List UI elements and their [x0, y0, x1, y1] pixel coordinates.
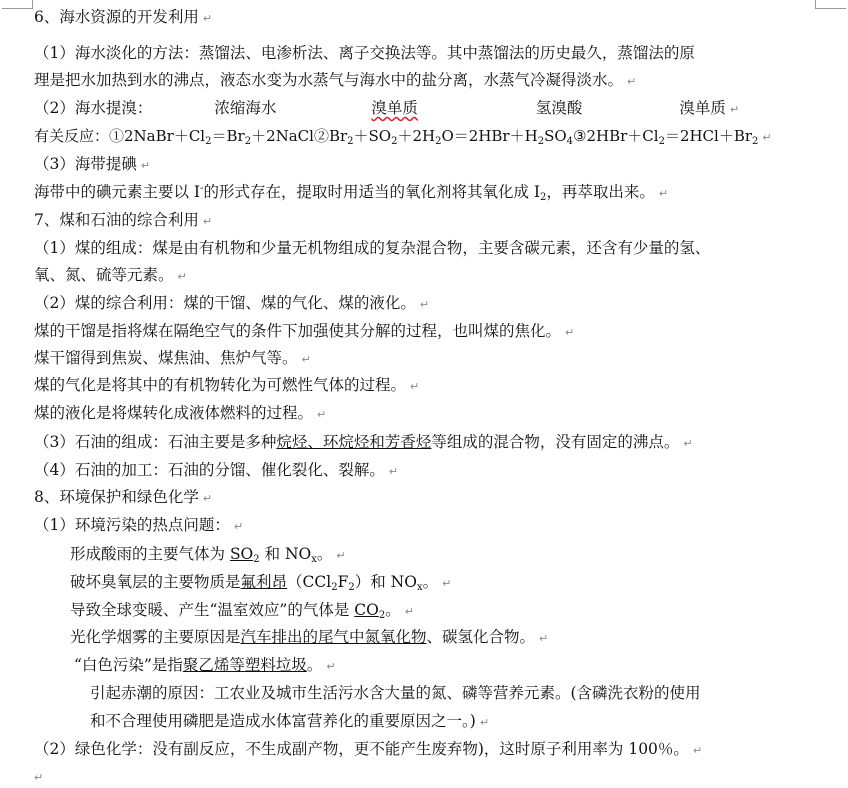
- s7-p2-a: 煤的干馏是指将煤在隔绝空气的条件下加强使其分解的过程，也叫煤的焦化。 ↵: [34, 322, 575, 340]
- s7-p4: （4）石油的加工：石油的分馏、催化裂化、裂解。 ↵: [34, 461, 399, 479]
- paragraph-mark-icon: ↵: [762, 131, 772, 144]
- s7-p2-c: 煤的气化是将其中的有机物转化为可燃性气体的过程。 ↵: [34, 376, 420, 394]
- paragraph-mark-icon: ↵: [442, 577, 452, 590]
- paragraph-mark-icon: ↵: [317, 408, 327, 421]
- paragraph-mark-icon: ↵: [336, 549, 346, 562]
- paragraph-mark-icon: ↵: [140, 159, 151, 172]
- bromine-step-1: 浓缩海水: [214, 99, 277, 117]
- section-7-title: 7、煤和石油的综合利用 ↵: [34, 211, 213, 229]
- s6-p1-line1: （1）海水淡化的方法：蒸馏法、电渗析法、离子交换法等。其中蒸馏法的历史最久，蒸馏法的原: [34, 44, 695, 62]
- paragraph-mark-icon: ↵: [388, 465, 399, 478]
- paragraph-mark-icon: ↵: [565, 326, 575, 339]
- s6-reactions: 有关反应：$①2NaBr+Cl_2=Br_2+2NaCl②Br_2+SO_2+2H_2O=2HBr+H_2SO_4③2HBr+Cl_2=2HCl+Br_2$ ↵: [34, 127, 772, 147]
- bromine-step-3: 氢溴酸: [535, 99, 583, 117]
- paragraph-mark-icon: ↵: [202, 12, 213, 25]
- s8-acid-rain: 形成酸雨的主要气体为 $SO_2$ 和 $NO_x$。 ↵: [70, 545, 346, 565]
- paragraph-mark-icon: ↵: [410, 380, 420, 393]
- s8-p2-green-chemistry: （2）绿色化学：没有副反应，不生成副产物，更不能产生废弃物)，这时原子利用率为 100％。 ↵: [34, 740, 703, 758]
- s7-p1-line2: 氧、氮、硫等元素。 ↵: [34, 266, 187, 284]
- paragraph-mark-icon: ↵: [419, 298, 430, 311]
- s8-red-tide-line2: 和不合理使用磷肥是造成水体富营养化的重要原因之一。) ↵: [90, 712, 490, 730]
- paragraph-mark-icon: ↵: [627, 75, 637, 88]
- paragraph-mark-icon: ↵: [177, 270, 187, 283]
- s6-p3-title: （3）海带提碘 ↵: [34, 155, 151, 173]
- bromine-step-4: 溴单质: [679, 99, 726, 117]
- paragraph-mark-icon: ↵: [34, 771, 44, 784]
- page-corner-top-right: [815, 0, 846, 9]
- s7-p3: （3）石油的组成：石油主要是多种烷烃、环烷烃和芳香烃等组成的混合物，没有固定的沸点。 ↵: [34, 433, 693, 451]
- s6-p1-line2: 理是把水加热到水的沸点，液态水变为水蒸气与海水中的盐分离，水蒸气冷凝得淡水。 ↵: [34, 71, 637, 89]
- s8-warming: 导致全球变暖、产生“温室效应”的气体是 $CO_2$。 ↵: [70, 601, 414, 621]
- s7-p1-line1: （1）煤的组成：煤是由有机物和少量无机物组成的复杂混合物，主要含碳元素，还含有少量的氢、: [34, 239, 711, 257]
- s6-p2-bromine: （2）海水提溴： 浓缩海水 溴单质 氢溴酸 溴单质 ↵: [34, 99, 740, 117]
- s8-smog: 光化学烟雾的主要原因是汽车排出的尾气中氮氧化物、碳氢化合物。 ↵: [70, 628, 549, 646]
- paragraph-mark-icon: ↵: [683, 437, 693, 450]
- paragraph-mark-icon: ↵: [233, 520, 244, 533]
- paragraph-mark-icon: ↵: [692, 744, 703, 757]
- paragraph-mark-icon: ↵: [479, 716, 490, 729]
- paragraph-mark-icon: ↵: [729, 103, 740, 116]
- s6-p3-text: 海带中的碘元素主要以 I-的形式存在，提取时用适当的氧化剂将其氧化成 $I_2$，再萃取出来。 ↵: [34, 183, 669, 203]
- section-8-title: 8、环境保护和绿色化学 ↵: [34, 488, 213, 506]
- paragraph-mark-icon: ↵: [658, 187, 669, 200]
- s7-p2: （2）煤的综合利用：煤的干馏、煤的气化、煤的液化。 ↵: [34, 294, 430, 312]
- s7-p2-b: 煤干馏得到焦炭、煤焦油、焦炉气等。 ↵: [34, 349, 311, 367]
- paragraph-mark-icon: ↵: [326, 660, 336, 673]
- paragraph-mark-icon: ↵: [539, 632, 549, 645]
- paragraph-mark-icon: ↵: [404, 605, 414, 618]
- s8-white-pollution: “白色污染”是指聚乙烯等塑料垃圾。 ↵: [74, 656, 336, 674]
- s8-red-tide-line1: 引起赤潮的原因：工农业及城市生活污水含大量的氮、磷等营养元素。(含磷洗衣粉的使用: [90, 684, 701, 702]
- s8-ozone: 破坏臭氧层的主要物质是氟利昂$(CCl_2F_2)$和 $NO_x$。 ↵: [70, 573, 452, 593]
- paragraph-mark-icon: ↵: [301, 353, 311, 366]
- s7-p2-d: 煤的液化是将煤转化成液体燃料的过程。 ↵: [34, 404, 327, 422]
- paragraph-mark-icon: ↵: [202, 215, 213, 228]
- empty-paragraph: [34, 766, 43, 788]
- paragraph-mark-icon: ↵: [202, 492, 213, 505]
- page-corner-top-left: [2, 0, 33, 9]
- section-6-title: 6、海水资源的开发利用 ↵: [34, 8, 213, 26]
- bromine-step-2: 溴单质: [371, 99, 418, 117]
- s8-p1: （1）环境污染的热点问题： ↵: [34, 516, 244, 534]
